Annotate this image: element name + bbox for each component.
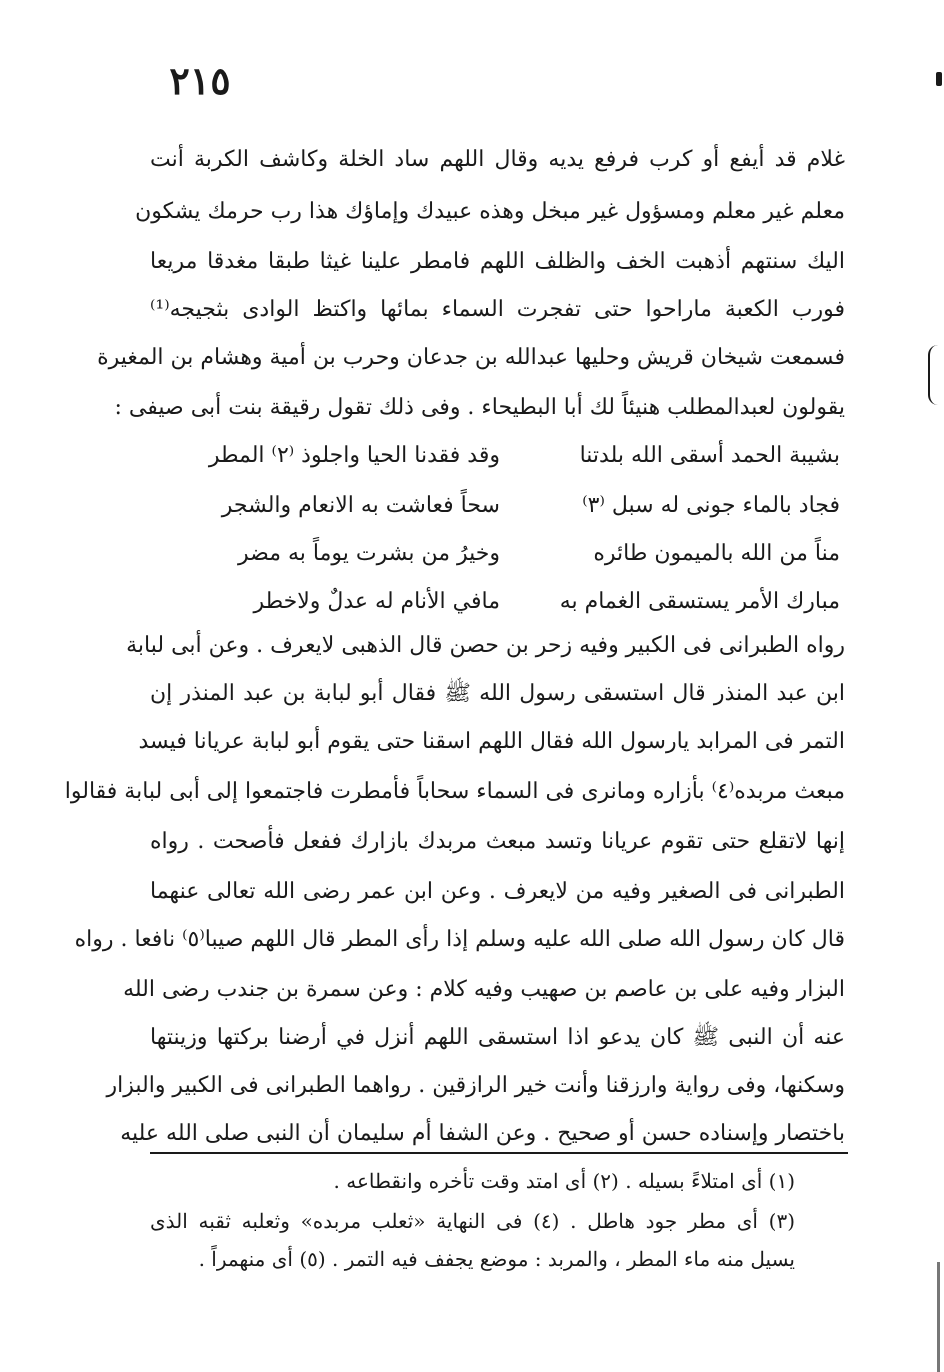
body-line: باختصار وإسناده حسن أو صحيح . وعن الشفا أم سليمان أن النبى صلى الله عليه — [120, 1121, 845, 1146]
verse-second-hemistich: وخيرُ من بشرت يوماً به مضر — [238, 541, 500, 566]
footnote-line: (١) أى امتلاءً بسيله . (٢) أى امتد وقت تأخره وانقطاعه . — [333, 1169, 795, 1193]
verse-second-hemistich: سحاً فعاشت به الانعام والشجر — [221, 493, 500, 518]
body-line: وسكنها، وفى رواية وارزقنا وأنت خير الرازقين . رواهما الطبرانى فى الكبير والبزار — [106, 1073, 845, 1098]
body-line: إنها لاتقلع حتى تقوم عريانا وتسد مبعث مربدك بازارك ففعل فأصحت . رواه — [150, 829, 845, 854]
footnote-line: يسيل منه ماء المطر ، والمربد : موضع يجفف فيه التمر . (٥) أى منهمراً . — [198, 1247, 795, 1271]
body-line: البزار وفيه على بن عاصم بن صهيب وفيه كلام : وعن سمرة بن جندب رضى الله — [123, 977, 845, 1002]
body-line: رواه الطبرانى فى الكبير وفيه زحر بن حصن قال الذهبى لايعرف . وعن أبى لبابة — [126, 633, 845, 658]
body-line: يقولون لعبدالمطلب هنيئاً لك أبا البطيحاء . وفى ذلك تقول رقيقة بنت أبى صيفى : — [114, 395, 845, 420]
verse-first-hemistich: مناً من الله بالميمون طائره — [593, 541, 840, 566]
poem-verse — [170, 490, 840, 524]
poem-verse — [170, 440, 840, 474]
verse-first-hemistich: مبارك الأمر يستسقى الغمام به — [559, 589, 840, 614]
verse-second-hemistich: وقد فقدنا الحيا واجلوذ ⁽٢⁾ المطر — [208, 443, 500, 468]
body-line: التمر فى المرابد يارسول الله فقال اللهم اسقنا حتى يقوم أبو لبابة عريانا فيسد — [138, 729, 845, 754]
body-line: ابن عبد المنذر قال استسقى رسول الله ﷺ فقال أبو لبابة بن عبد المنذر إن — [150, 681, 845, 706]
body-line: غلام قد أيفع أو كرب فرفع يديه وقال اللهم ساد الخلة وكاشف الكربة أنت — [150, 147, 845, 172]
verse-second-hemistich: مافي الأنام له عدلٌ ولاخطر — [253, 589, 500, 614]
scan-edge-line — [937, 1262, 940, 1372]
footnote-line: (٣) أى مطر جود هاطل . (٤) فى النهاية «ثعلب مربده» وثعلبه ثقبه الذى — [150, 1209, 796, 1233]
poem-verse — [170, 586, 840, 620]
body-line: فورب الكعبة ماراحوا حتى تفجرت السماء بمائها واكتظ الوادى بثجيجه⁽¹⁾ — [150, 297, 845, 322]
scan-edge-mark — [936, 72, 942, 86]
body-line: مبعث مربده⁽٤⁾ بأزاره ومانرى فى السماء سحاباً فأمطرت فاجتمعوا إلى أبى لبابة فقالوا — [64, 779, 845, 804]
body-line: قال كان رسول الله صلى الله عليه وسلم إذا رأى المطر قال اللهم صيبا⁽٥⁾ نافعا . رواه — [74, 927, 845, 952]
margin-bracket-mark — [928, 345, 944, 405]
poem-verse — [170, 538, 840, 572]
footnote-separator — [150, 1152, 848, 1154]
body-line: الطبرانى فى الصغير وفيه من لايعرف . وعن ابن عمر رضى الله تعالى عنهما — [150, 879, 845, 904]
body-line: فسمعت شيخان قريش وحليها عبدالله بن جدعان وحرب بن أمية وهشام بن المغيرة — [97, 345, 845, 370]
page-number: ٢١٥ — [169, 58, 231, 103]
verse-first-hemistich: فجاد بالماء جونى له سبل ⁽٣⁾ — [582, 493, 840, 518]
body-line: معلم غير معلم ومسؤول غير مبخل وهذه عبيدك وإماؤك هذا رب حرمك يشكون — [135, 199, 845, 224]
body-line: عنه أن النبى ﷺ كان يدعو اذا استسقى اللهم أنزل في أرضنا بركتها وزينتها — [150, 1025, 845, 1050]
verse-first-hemistich: بشيبة الحمد أسقى الله بلدتنا — [579, 443, 840, 468]
body-line: اليك سنتهم أذهبت الخف والظلف اللهم فامطر علينا غيثا طبقا مغدقا مريعا — [150, 249, 845, 274]
